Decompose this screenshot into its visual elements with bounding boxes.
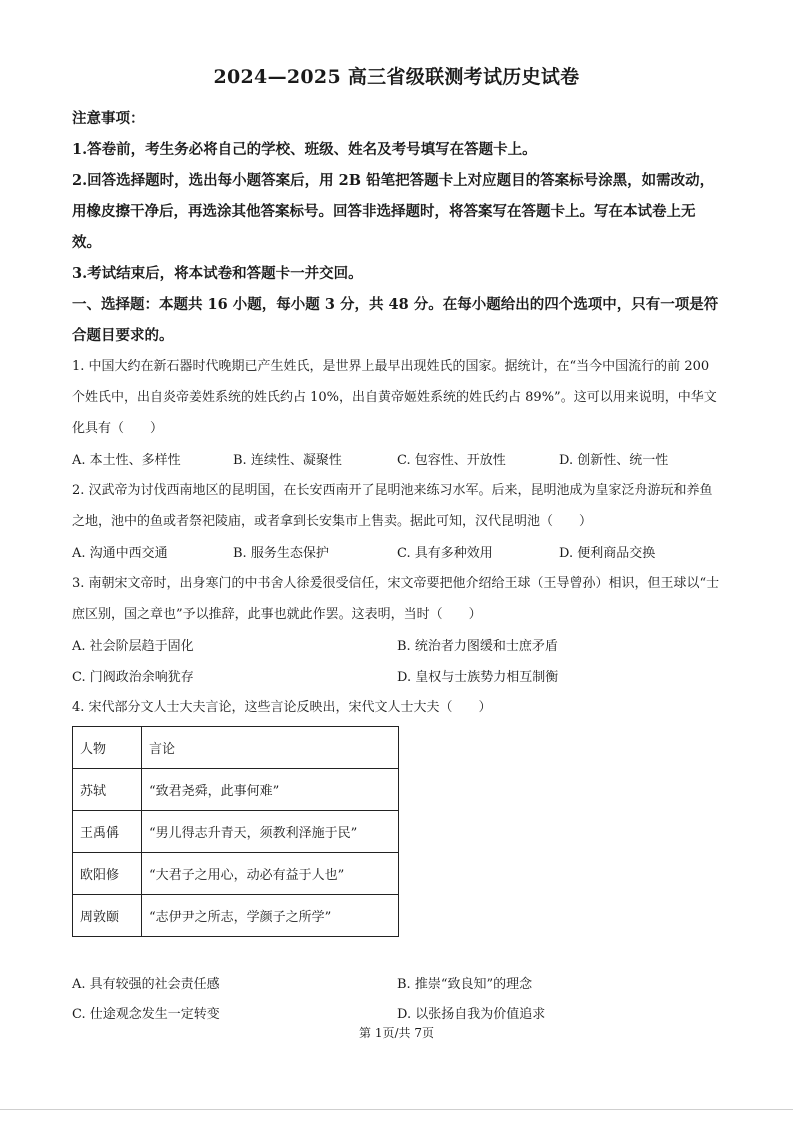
- table-row: [73, 853, 399, 895]
- notice-item-3: 3.考试结束后，将本试卷和答题卡一并交回。: [72, 265, 363, 282]
- page-number: 第 1页/共 7页: [359, 1026, 434, 1040]
- notice-item-1: 1.答卷前，考生务必将自己的学校、班级、姓名及考号填写在答题卡上。: [72, 141, 537, 158]
- q1-option-b[interactable]: B. 连续性、凝聚性: [233, 453, 342, 468]
- q2-option-c[interactable]: C. 具有多种效用: [397, 546, 493, 561]
- table-cell-quote: “志伊尹之所志，学颜子之所学”: [142, 895, 399, 937]
- q1-option-a[interactable]: A. 本土性、多样性: [72, 453, 181, 468]
- question-4-table: [72, 726, 399, 937]
- question-3-options-row-2: [72, 666, 722, 688]
- question-1-stem: 1. 中国大约在新石器时代晚期已产生姓氏，是世界上最早出现姓氏的国家。据统计，在“当今中国流行的前 200 个姓氏中，出自炎帝姜姓系统的姓氏约占 10%，出自黄帝姬姓系统的姓氏约占 89%”。这可以用来说明，中华文化具有（ ）: [72, 359, 717, 436]
- table-cell-person: 周敦颐: [73, 895, 142, 937]
- table-header-cell: 人物: [73, 727, 142, 769]
- q1-option-d[interactable]: D. 创新性、统一性: [559, 453, 669, 468]
- table-cell-person: 王禹偁: [73, 811, 142, 853]
- page-title: 2024—2025 高三省级联测考试历史试卷: [213, 66, 580, 88]
- question-2-options: [72, 542, 722, 564]
- question-2-stem: 2. 汉武帝为讨伐西南地区的昆明国，在长安西南开了昆明池来练习水军。后来，昆明池成为皇家泛舟游玩和养鱼之地，池中的鱼或者祭祀陵庙，或者拿到长安集市上售卖。据此可知，汉代昆明池（ ）: [72, 483, 713, 529]
- notice-item-2: 2.回答选择题时，选出每小题答案后，用 2B 铅笔把答题卡上对应题目的答案标号涂黑，如需改动，用橡皮擦干净后，再选涂其他答案标号。回答非选择题时，将答案写在答题卡上。写在本试卷上无效。: [72, 172, 715, 251]
- table-cell-quote: “大君子之用心，动必有益于人也”: [142, 853, 399, 895]
- q3-option-b[interactable]: B. 统治者力图缓和士庶矛盾: [397, 639, 558, 654]
- q4-option-a[interactable]: A. 具有较强的社会责任感: [72, 977, 220, 992]
- question-4-options-row-1: [72, 973, 722, 995]
- q1-option-c[interactable]: C. 包容性、开放性: [397, 453, 506, 468]
- question-3-stem: 3. 南朝宋文帝时，出身寒门的中书舍人徐爰很受信任，宋文帝要把他介绍给王球（王导曾孙）相识，但王球以“士庶区别，国之章也”予以推辞，此事也就此作罢。这表明，当时（ ）: [72, 576, 720, 622]
- table-cell-quote: “致君尧舜，此事何难”: [142, 769, 399, 811]
- page-divider: [0, 1109, 793, 1110]
- q4-option-d[interactable]: D. 以张扬自我为价值追求: [397, 1007, 546, 1022]
- q2-option-b[interactable]: B. 服务生态保护: [233, 546, 329, 561]
- table-row: [73, 895, 399, 937]
- table-cell-person: 欧阳修: [73, 853, 142, 895]
- table-header-row: [73, 727, 399, 769]
- q2-option-a[interactable]: A. 沟通中西交通: [72, 546, 168, 561]
- q4-option-c[interactable]: C. 仕途观念发生一定转变: [72, 1007, 220, 1022]
- question-4-stem: 4. 宋代部分文人士大夫言论，这些言论反映出，宋代文人士大夫（ ）: [72, 700, 492, 715]
- q4-option-b[interactable]: B. 推崇“致良知”的理念: [397, 977, 533, 992]
- q2-option-d[interactable]: D. 便利商品交换: [559, 546, 656, 561]
- table-row: [73, 769, 399, 811]
- q3-option-a[interactable]: A. 社会阶层趋于固化: [72, 639, 194, 654]
- question-1-options: [72, 449, 722, 471]
- q3-option-d[interactable]: D. 皇权与士族势力相互制衡: [397, 670, 559, 685]
- table-header-cell: 言论: [142, 727, 399, 769]
- table-cell-quote: “男儿得志升青天，须教利泽施于民”: [142, 811, 399, 853]
- section-heading: 一、选择题：本题共 16 小题，每小题 3 分，共 48 分。在每小题给出的四个选项中，只有一项是符合题目要求的。: [72, 296, 719, 344]
- table-row: [73, 811, 399, 853]
- table-cell-person: 苏轼: [73, 769, 142, 811]
- notice-heading: 注意事项：: [72, 110, 145, 127]
- q3-option-c[interactable]: C. 门阀政治余响犹存: [72, 670, 194, 685]
- question-3-options-row-1: [72, 635, 722, 657]
- question-4-options-row-2: [72, 1003, 722, 1025]
